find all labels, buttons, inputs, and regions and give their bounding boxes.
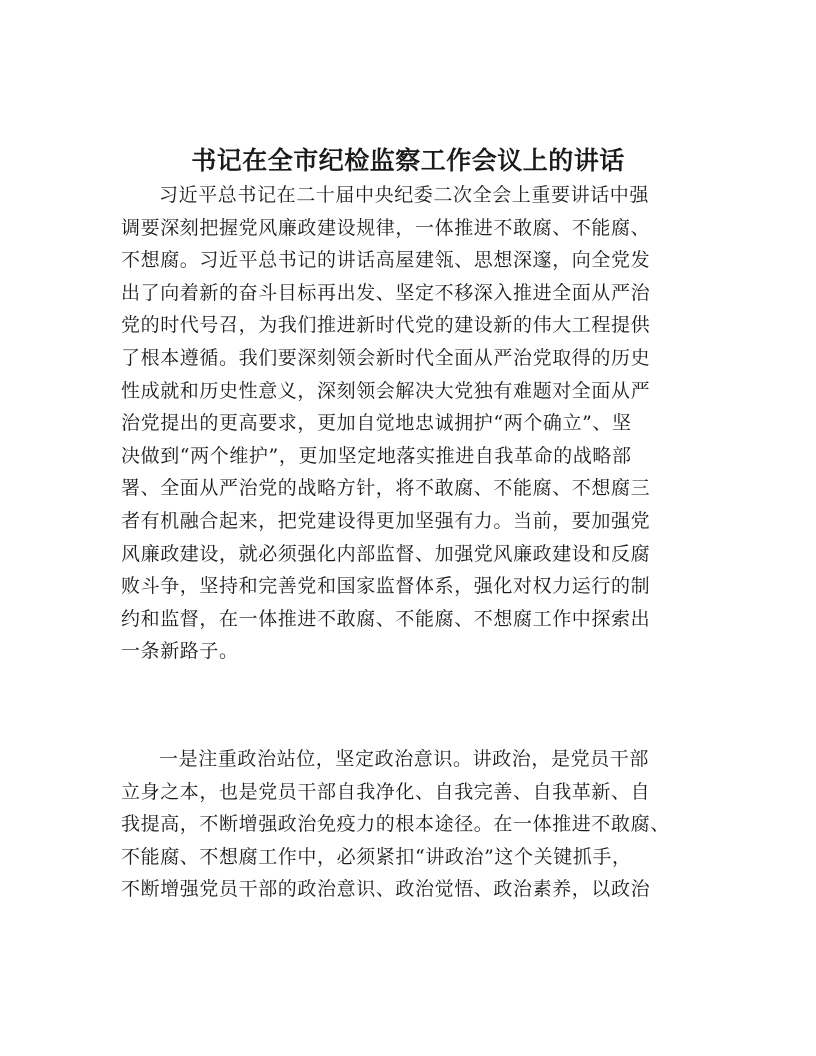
paragraph-intro — [121, 179, 697, 668]
text-line: 性成就和历史性意义，深刻领会解决大党独有难题对全面从严 — [121, 379, 651, 402]
text-line: 败斗争，坚持和完善党和国家监督体系，强化对权力运行的制 — [121, 575, 651, 598]
text-line: 一条新路子。 — [121, 640, 239, 663]
text-line: 者有机融合起来，把党建设得更加坚强有力。当前，要加强党 — [121, 509, 651, 532]
text-line: 调要深刻把握党风廉政建设规律，一体推进不敢腐、不能腐、 — [121, 216, 651, 239]
text-line: 不能腐、不想腐工作中，必须紧扣“讲政治”这个关键抓手， — [121, 845, 632, 868]
text-line: 署、全面从严治党的战略方针，将不敢腐、不能腐、不想腐三 — [121, 477, 651, 500]
text-line: 约和监督，在一体推进不敢腐、不能腐、不想腐工作中探索出 — [121, 607, 651, 630]
text-line: 了根本遵循。我们要深刻领会新时代全面从严治党取得的历史 — [121, 346, 651, 369]
text-line: 一是注重政治站位，坚定政治意识。讲政治，是党员干部 — [159, 748, 650, 770]
text-line: 立身之本，也是党员干部自我净化、自我完善、自我革新、自 — [121, 780, 651, 803]
text-line: 习近平总书记在二十届中央纪委二次全会上重要讲话中强 — [159, 184, 650, 206]
text-line: 不断增强党员干部的政治意识、政治觉悟、政治素养，以政治 — [121, 878, 651, 901]
text-line: 决做到“两个维护”，更加坚定地落实推进自我革命的战略部 — [121, 444, 632, 467]
paragraph-political-stance — [121, 743, 697, 906]
text-line: 治党提出的更高要求，更加自觉地忠诚拥护“两个确立”、坚 — [121, 412, 632, 435]
text-line: 出了向着新的奋斗目标再出发、坚定不移深入推进全面从严治 — [121, 281, 651, 304]
text-line: 党的时代号召，为我们推进新时代党的建设新的伟大工程提供 — [121, 314, 651, 337]
text-line: 风廉政建设，就必须强化内部监督、加强党风廉政建设和反腐 — [121, 542, 651, 565]
document-title: 书记在全市纪检监察工作会议上的讲话 — [191, 146, 625, 175]
text-line: 我提高，不断增强政治免疫力的根本途径。在一体推进不敢腐、 — [121, 813, 670, 836]
text-line: 不想腐。习近平总书记的讲话高屋建瓴、思想深邃，向全党发 — [121, 249, 651, 272]
